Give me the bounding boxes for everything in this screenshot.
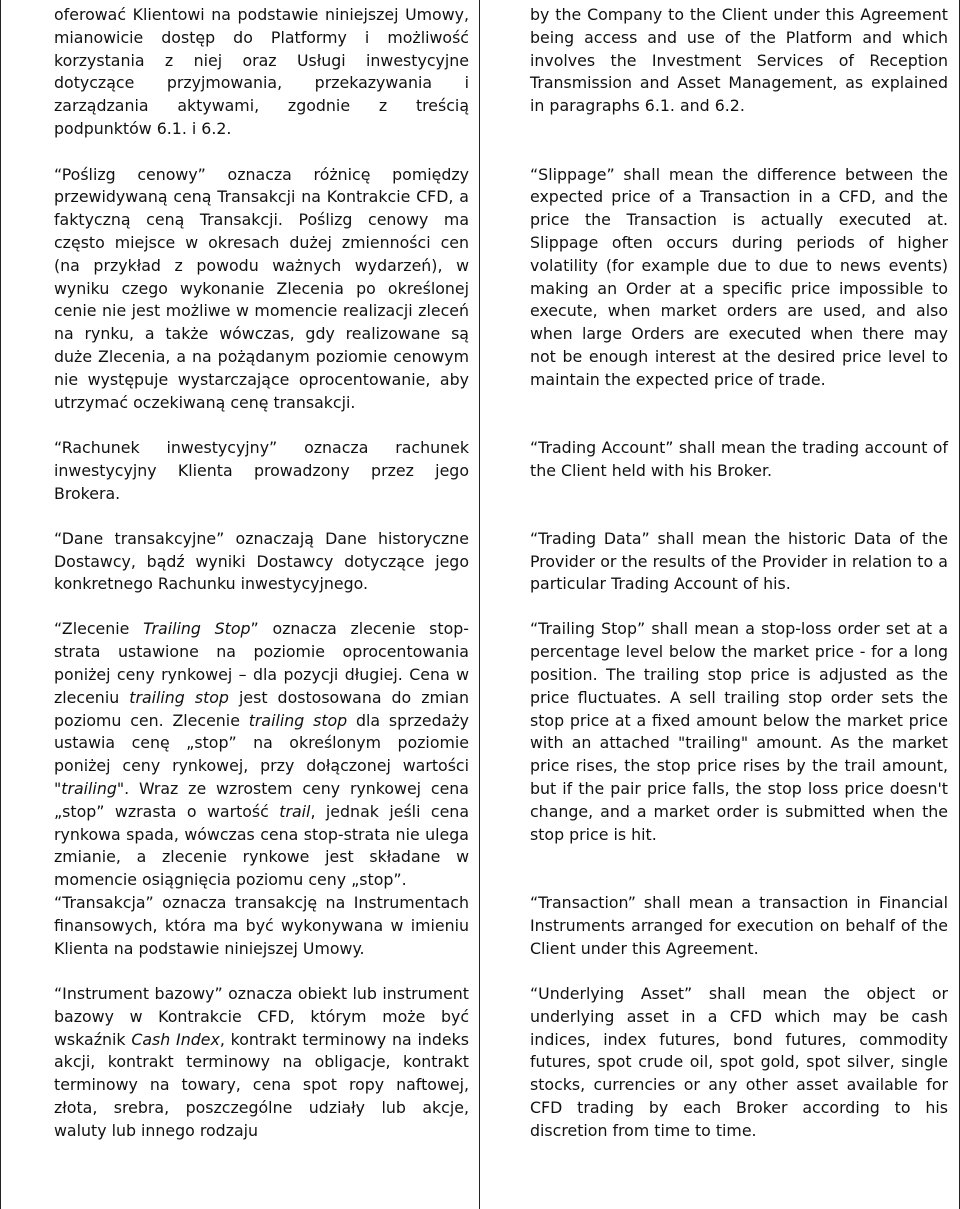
en-trailing-stop-definition: “Trailing Stop” shall mean a stop-loss order set at a percentage level below the market price - for a long position. The trailing stop price is adjusted as the price fluctuates. A sell trailing stop order sets the stop price at a fixed amount below the market price with an attached "trailing" amount. As the market price rises, the stop price rises by the trail amount, but if the pair price falls, the stop loss price doesn't change, and a market order is submitted when the stop price is hit. [530, 619, 948, 844]
pl-trading-data-text: “Dane transakcyjne” oznaczają Dane historyczne Dostawcy, bądź wyniki Dostawcy dotyczące jego konkretnego Rachunku inwestycyjnego. [54, 528, 469, 594]
pl-trading-account-text: “Rachunek inwestycyjny” oznacza rachunek inwestycyjny Klienta prowadzony przez jego Brokera. [54, 438, 469, 503]
pl-transaction-text: “Transakcja” oznacza transakcję na Instrumentach finansowych, która ma być wykonywana w imieniu Klienta na podstawie niniejszej Umowy. [54, 893, 469, 958]
polish-column [2, 0, 479, 1140]
pl-trailing-term-4: trailing [61, 778, 117, 798]
pl-underlying-term: Cash Index [131, 1029, 220, 1049]
en-transaction-definition: “Transaction” shall mean a transaction in Financial Instruments arranged for execution on behalf of the Client under this Agreement. [530, 893, 948, 958]
pl-services-text: oferować Klientowi na podstawie niniejszej Umowy, mianowicie dostęp do Platformy i możliwość korzystania z niej oraz Usługi inwestycyjne dotyczące przyjmowania, przekazywania i zarządzania aktywami, zgodnie z treścią podpunktów 6.1. i 6.2. [54, 5, 469, 138]
pl-trailing-term-3: trailing stop [248, 710, 348, 730]
pl-trading-data-definition [54, 528, 469, 596]
pl-underlying-text-1: “Instrument bazowy” oznacza obiekt lub instrument bazowy w Kontrakcie CFD, którym może być wskaźnik [54, 984, 469, 1049]
pl-services-paragraph [54, 4, 469, 141]
pl-trailing-text-1: “Zlecenie [54, 619, 144, 639]
pl-trailing-term-5: trail [279, 801, 311, 821]
pl-trailing-term-2: trailing stop [129, 687, 229, 707]
pl-underlying-definition [54, 983, 469, 1143]
pl-trailing-text-4: dla sprzedaży ustawia cenę „stop” na określonym poziomie poniżej ceny rynkowej, przy dołączonej wartości " [54, 710, 469, 798]
pl-underlying-text-2: , kontrakt terminowy na indeks akcji, kontrakt terminowy na obligacje, kontrakt terminowy na towary, cena spot ropy naftowej, złota, srebra, poszczególne udziały lub akcje, waluty lub innego rodzaju [54, 1029, 469, 1140]
column-divider [479, 0, 480, 1209]
pl-trailing-text-6: , jednak jeśli cena rynkowa spada, wówczas cena stop-strata nie ulega zmianie, a zlecenie rynkowe jest składane w momencie osiągnięcia poziomu ceny „stop”. [54, 801, 469, 890]
pl-slippage-definition [54, 164, 469, 415]
en-underlying-definition: “Underlying Asset” shall mean the object or underlying asset in a CFD which may be cash indices, index futures, bond futures, commodity futures, spot crude oil, spot gold, spot silver, single stocks, currencies or any other asset available for CFD trading by each Broker according to his discretion from time to time. [530, 984, 948, 1140]
pl-slippage-text: “Poślizg cenowy” oznacza różnicę pomiędzy przewidywaną ceną Transakcji na Kontrakcie CFD, a faktyczną ceną Transakcji. Poślizg cenowy ma często miejsce w okresach dużej zmienności cen (na przykład z powodu ważnych wydarzeń), w wyniku czego wykonanie Zlecenia po określonej cenie nie jest możliwe w momencie realizacji zleceń na rynku, a także wówczas, gdy realizowane są duże Zlecenia, a na pożądanym poziomie cenowym nie występuje wystarczające oprocentowanie, aby utrzymać oczekiwaną cenę transakcji. [54, 164, 469, 412]
english-column [482, 0, 958, 1140]
en-trading-data-definition: “Trading Data” shall mean the historic Data of the Provider or the results of the Provider in relation to a particular Trading Account of his. [530, 528, 948, 594]
pl-trading-account-definition [54, 437, 469, 505]
pl-trailing-term-1: Trailing Stop [143, 619, 251, 639]
pl-trailing-text-2: ” oznacza zlecenie stop-strata ustawione na poziomie oprocentowania poniżej ceny rynkowej – dla pozycji długiej. Cena w zleceniu [54, 619, 469, 707]
pl-trailing-text-5: ". Wraz ze wzrostem ceny rynkowej cena „stop” wzrasta o wartość [54, 778, 469, 821]
en-services-paragraph: by the Company to the Client under this Agreement being access and use of the Platform and which involves the Investment Services of Reception Transmission and Asset Management, as explained in paragraphs 6.1. and 6.2. [530, 5, 948, 116]
en-trading-account-definition: “Trading Account” shall mean the trading account of the Client held with his Broker. [530, 438, 948, 480]
pl-trailing-stop-definition [54, 618, 469, 892]
pl-trailing-text-3: jest dostosowana do zmian poziomu cen. Zlecenie [54, 687, 469, 730]
en-slippage-definition: “Slippage” shall mean the difference between the expected price of a Transaction in a CFD, and the price the Transaction is actually executed at. Slippage often occurs during periods of higher volatility (for example due to due to news events) making an Order at a specific price impossible to execute, when market orders are used, and also when large Orders are executed when there may not be enough interest at the desired price level to maintain the expected price of trade. [530, 164, 948, 389]
left-border [0, 0, 1, 1209]
pl-transaction-definition [54, 892, 469, 960]
